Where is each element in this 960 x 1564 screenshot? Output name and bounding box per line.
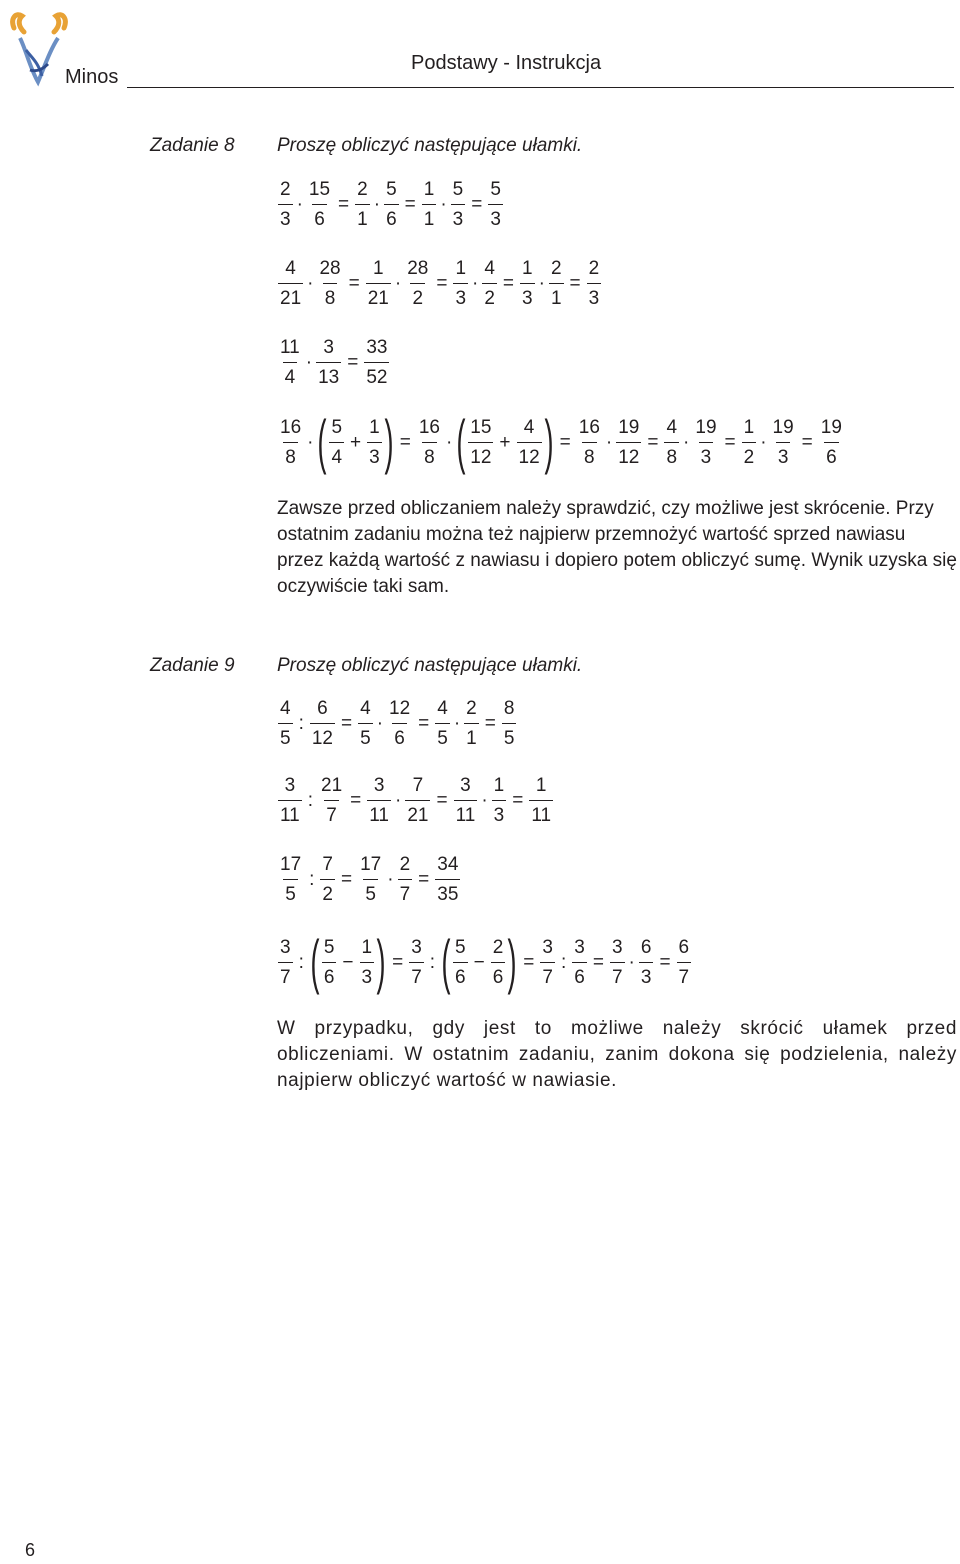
denominator: 1 — [422, 204, 437, 229]
numerator: 3 — [373, 775, 385, 796]
denominator: 12 — [310, 723, 335, 748]
operator: : — [429, 951, 436, 973]
denominator: 6 — [312, 204, 327, 229]
numerator: 16 — [578, 416, 600, 438]
numerator: 15 — [308, 179, 331, 200]
document-title: Podstawy - Instrukcja — [411, 52, 602, 74]
denominator: 4 — [283, 362, 298, 387]
denominator: 21 — [278, 283, 303, 308]
fraction — [358, 855, 383, 904]
numerator: 1 — [535, 775, 547, 796]
numerator: 5 — [386, 179, 397, 200]
operator: = — [512, 790, 524, 811]
denominator: 11 — [454, 800, 478, 825]
denominator: 8 — [664, 442, 679, 467]
operator: · — [296, 194, 303, 215]
fraction — [329, 418, 344, 467]
fraction — [664, 418, 679, 467]
operator: = — [484, 713, 496, 734]
operator: : — [307, 790, 314, 811]
denominator: 7 — [278, 962, 293, 987]
fraction — [384, 180, 399, 229]
fraction — [454, 776, 478, 825]
fraction — [540, 938, 555, 987]
numerator: 4 — [666, 416, 678, 438]
operator: : — [298, 951, 304, 973]
denominator: 3 — [453, 283, 468, 308]
fraction — [358, 699, 373, 748]
denominator: 3 — [639, 962, 654, 987]
numerator: 16 — [280, 416, 302, 438]
denominator: 1 — [464, 723, 479, 748]
denominator: 3 — [488, 204, 503, 229]
operator: · — [394, 273, 402, 294]
numerator: 16 — [418, 416, 440, 438]
numerator: 5 — [490, 179, 501, 200]
denominator: 6 — [384, 204, 399, 229]
denominator: 11 — [278, 800, 302, 825]
denominator: 21 — [366, 283, 391, 308]
fraction — [405, 259, 430, 308]
fraction — [355, 180, 370, 229]
numerator: 2 — [357, 179, 368, 200]
denominator: 8 — [283, 442, 298, 467]
fraction — [405, 776, 430, 825]
denominator: 4 — [329, 442, 344, 467]
operator: = — [338, 194, 350, 215]
fraction — [464, 699, 479, 748]
operator: · — [440, 194, 447, 215]
numerator: 4 — [285, 258, 296, 279]
numerator: 1 — [455, 258, 467, 279]
numerator: 3 — [280, 936, 291, 958]
numerator: 2 — [280, 179, 291, 200]
denominator: 3 — [520, 283, 535, 308]
numerator: 7 — [322, 854, 333, 875]
operator: · — [307, 273, 314, 294]
numerator: 19 — [695, 416, 717, 438]
fraction — [360, 938, 375, 987]
denominator: 8 — [582, 442, 597, 467]
denominator: 11 — [529, 800, 553, 825]
operator: : — [309, 869, 315, 890]
numerator: 1 — [743, 416, 755, 438]
fraction — [364, 338, 389, 387]
denominator: 7 — [610, 962, 625, 987]
operator: · — [605, 431, 613, 453]
numerator: 1 — [369, 416, 380, 438]
numerator: 33 — [366, 337, 388, 358]
operator: = — [341, 713, 353, 734]
fraction — [278, 418, 303, 467]
numerator: 19 — [618, 416, 640, 438]
denominator: 8 — [323, 283, 338, 308]
fraction — [693, 418, 718, 467]
task-9-label: Zadanie 9 — [150, 655, 235, 676]
operator: = — [502, 273, 515, 294]
operator: · — [373, 194, 381, 215]
task-9-prompt: Proszę obliczyć następujące ułamki. — [277, 655, 583, 676]
denominator: 7 — [540, 962, 555, 987]
denominator: 8 — [422, 442, 437, 467]
operator: = — [659, 951, 671, 973]
fraction — [322, 938, 337, 987]
denominator: 7 — [324, 800, 339, 825]
operator: = — [724, 431, 736, 453]
fraction — [491, 938, 506, 987]
operator: = — [592, 951, 604, 973]
fraction — [367, 418, 382, 467]
numerator: 6 — [678, 936, 690, 958]
operator: · — [538, 273, 545, 294]
denominator: 5 — [358, 723, 373, 748]
numerator: 2 — [466, 698, 477, 719]
numerator: 11 — [280, 337, 300, 358]
numerator: 3 — [542, 936, 553, 958]
numerator: 1 — [361, 936, 373, 958]
numerator: 4 — [484, 258, 495, 279]
operator: = — [436, 273, 448, 294]
right-parenthesis: ) — [376, 928, 386, 995]
fraction — [517, 418, 542, 467]
numerator: 2 — [399, 854, 411, 875]
fraction — [677, 938, 692, 987]
denominator: 7 — [398, 879, 413, 904]
operator: · — [395, 790, 402, 811]
operator: = — [801, 431, 813, 453]
numerator: 8 — [503, 698, 515, 719]
operator: − — [342, 951, 354, 973]
denominator: 3 — [367, 442, 382, 467]
brand-name: Minos — [65, 66, 119, 88]
operator: = — [348, 273, 360, 294]
denominator: 6 — [572, 962, 587, 987]
fraction — [417, 418, 442, 467]
denominator: 5 — [435, 723, 450, 748]
fraction — [317, 259, 342, 308]
fraction — [310, 699, 335, 748]
denominator: 5 — [502, 723, 517, 748]
fraction — [616, 418, 641, 467]
fraction — [492, 776, 507, 825]
denominator: 3 — [699, 442, 714, 467]
fraction — [587, 259, 602, 308]
fraction — [366, 259, 391, 308]
denominator: 3 — [278, 204, 293, 229]
task-9-equation-3 — [277, 855, 461, 904]
left-parenthesis: ( — [310, 928, 320, 995]
operator: · — [305, 352, 313, 373]
task-8-prompt: Proszę obliczyć następujące ułamki. — [277, 135, 583, 156]
fraction — [451, 180, 466, 229]
numerator: 2 — [492, 936, 504, 958]
denominator: 13 — [316, 362, 341, 387]
task-9-explanation: W przypadku, gdy jest to możliwe należy skrócić ułamek przed obliczeniami. W ostatnim zadaniu, zanim dokona się podzielenia, należy najpierw obliczyć wartość w nawiasie. — [277, 1018, 957, 1091]
denominator: 52 — [364, 362, 389, 387]
operator: · — [683, 431, 690, 453]
fraction — [482, 259, 497, 308]
denominator: 2 — [742, 442, 757, 467]
fraction — [319, 776, 344, 825]
numerator: 6 — [640, 936, 652, 958]
numerator: 1 — [493, 775, 505, 796]
numerator: 19 — [820, 416, 842, 438]
numerator: 4 — [280, 698, 291, 719]
numerator: 12 — [389, 698, 411, 719]
numerator: 3 — [284, 775, 296, 796]
numerator: 5 — [452, 179, 464, 200]
operator: = — [418, 713, 430, 734]
fraction — [278, 338, 302, 387]
denominator: 11 — [367, 800, 391, 825]
operator: = — [471, 194, 483, 215]
task-8-equation-3 — [277, 338, 390, 387]
operator: · — [376, 713, 384, 734]
numerator: 4 — [360, 698, 371, 719]
left-parenthesis: ( — [456, 408, 466, 475]
fraction — [367, 776, 391, 825]
denominator: 1 — [549, 283, 564, 308]
numerator: 28 — [407, 258, 429, 279]
operator: = — [399, 431, 411, 453]
fraction — [387, 699, 412, 748]
operator: = — [347, 352, 359, 373]
right-parenthesis: ) — [384, 408, 394, 475]
right-parenthesis: ) — [544, 408, 554, 475]
numerator: 5 — [323, 936, 335, 958]
numerator: 1 — [423, 179, 435, 200]
numerator: 5 — [455, 936, 466, 958]
fraction — [819, 418, 844, 467]
denominator: 6 — [392, 723, 407, 748]
fraction — [278, 180, 293, 229]
minos-logo — [8, 10, 70, 88]
fraction — [520, 259, 535, 308]
numerator: 2 — [588, 258, 600, 279]
operator: + — [350, 431, 362, 453]
operator: = — [404, 194, 416, 215]
operator: − — [473, 951, 485, 973]
operator: = — [523, 951, 535, 973]
fraction — [529, 776, 553, 825]
operator: : — [560, 951, 567, 973]
fraction — [572, 938, 587, 987]
fraction — [453, 259, 468, 308]
denominator: 3 — [776, 442, 791, 467]
operator: = — [569, 273, 581, 294]
fraction — [610, 938, 625, 987]
operator: = — [341, 869, 353, 890]
fraction — [320, 855, 335, 904]
numerator: 17 — [360, 854, 382, 875]
fraction — [453, 938, 468, 987]
numerator: 4 — [523, 416, 535, 438]
denominator: 21 — [405, 800, 430, 825]
denominator: 2 — [410, 283, 425, 308]
right-parenthesis: ) — [507, 928, 517, 995]
operator: : — [298, 713, 304, 734]
numerator: 17 — [280, 854, 302, 875]
fraction — [278, 699, 293, 748]
operator: = — [436, 790, 448, 811]
denominator: 3 — [492, 800, 507, 825]
fraction — [771, 418, 796, 467]
operator: · — [628, 951, 635, 973]
fraction — [278, 938, 293, 987]
fraction — [468, 418, 493, 467]
fraction — [742, 418, 757, 467]
task-8-equation-2 — [277, 259, 602, 308]
denominator: 6 — [824, 442, 839, 467]
denominator: 7 — [677, 962, 692, 987]
task-8-label: Zadanie 8 — [150, 135, 235, 156]
fraction — [577, 418, 602, 467]
fraction — [502, 699, 517, 748]
denominator: 1 — [355, 204, 370, 229]
fraction — [316, 338, 341, 387]
denominator: 35 — [435, 879, 460, 904]
numerator: 3 — [460, 775, 471, 796]
task-9-equation-1 — [277, 699, 517, 748]
denominator: 3 — [587, 283, 602, 308]
operator: = — [350, 790, 362, 811]
denominator: 6 — [453, 962, 468, 987]
numerator: 2 — [550, 258, 562, 279]
numerator: 3 — [574, 936, 585, 958]
fraction — [278, 855, 303, 904]
fraction — [488, 180, 503, 229]
denominator: 2 — [320, 879, 335, 904]
denominator: 3 — [360, 962, 375, 987]
fraction — [398, 855, 413, 904]
denominator: 3 — [451, 204, 466, 229]
fraction — [435, 699, 450, 748]
numerator: 3 — [411, 936, 422, 958]
task-9-equation-2 — [277, 776, 554, 825]
numerator: 15 — [470, 416, 492, 438]
operator: · — [481, 790, 488, 811]
denominator: 12 — [517, 442, 542, 467]
numerator: 7 — [412, 775, 424, 796]
fraction — [422, 180, 437, 229]
denominator: 5 — [283, 879, 298, 904]
left-parenthesis: ( — [317, 408, 327, 475]
denominator: 5 — [278, 723, 293, 748]
operator: = — [647, 431, 659, 453]
numerator: 3 — [611, 936, 623, 958]
operator: · — [387, 869, 394, 890]
operator: · — [307, 431, 314, 453]
fraction — [278, 776, 302, 825]
fraction — [435, 855, 460, 904]
denominator: 2 — [482, 283, 497, 308]
operator: · — [760, 431, 767, 453]
numerator: 28 — [319, 258, 341, 279]
fraction — [549, 259, 564, 308]
operator: · — [445, 431, 453, 453]
numerator: 5 — [331, 416, 343, 438]
denominator: 6 — [322, 962, 337, 987]
task-8-equation-4 — [277, 408, 845, 475]
fraction — [409, 938, 424, 987]
denominator: 12 — [468, 442, 493, 467]
denominator: 7 — [409, 962, 424, 987]
numerator: 1 — [522, 258, 533, 279]
numerator: 3 — [323, 337, 334, 358]
numerator: 1 — [373, 258, 384, 279]
task-9-equation-4 — [277, 928, 692, 995]
header-divider — [127, 87, 954, 88]
left-parenthesis: ( — [441, 928, 451, 995]
fraction — [639, 938, 654, 987]
operator: = — [418, 869, 430, 890]
denominator: 5 — [363, 879, 378, 904]
task-8-explanation: Zawsze przed obliczaniem należy sprawdzić, czy możliwe jest skrócenie. Przy ostatnim zadaniu można też najpierw przemnożyć wartość sprzed nawiasu przez każdą wartość z nawiasu i dopiero potem obliczyć sumę. Wynik uzyska się oczywiście taki sam. — [277, 498, 957, 597]
denominator: 6 — [491, 962, 506, 987]
operator: = — [559, 431, 571, 453]
operator: · — [453, 713, 461, 734]
fraction — [307, 180, 332, 229]
task-8-equation-1 — [277, 180, 504, 229]
operator: · — [472, 273, 479, 294]
fraction — [278, 259, 303, 308]
numerator: 21 — [321, 775, 343, 796]
numerator: 4 — [437, 698, 448, 719]
numerator: 34 — [437, 854, 459, 875]
operator: + — [499, 431, 511, 453]
numerator: 6 — [317, 698, 328, 719]
numerator: 19 — [772, 416, 794, 438]
operator: = — [392, 951, 404, 973]
page-number: 6 — [25, 1540, 36, 1560]
denominator: 12 — [616, 442, 641, 467]
